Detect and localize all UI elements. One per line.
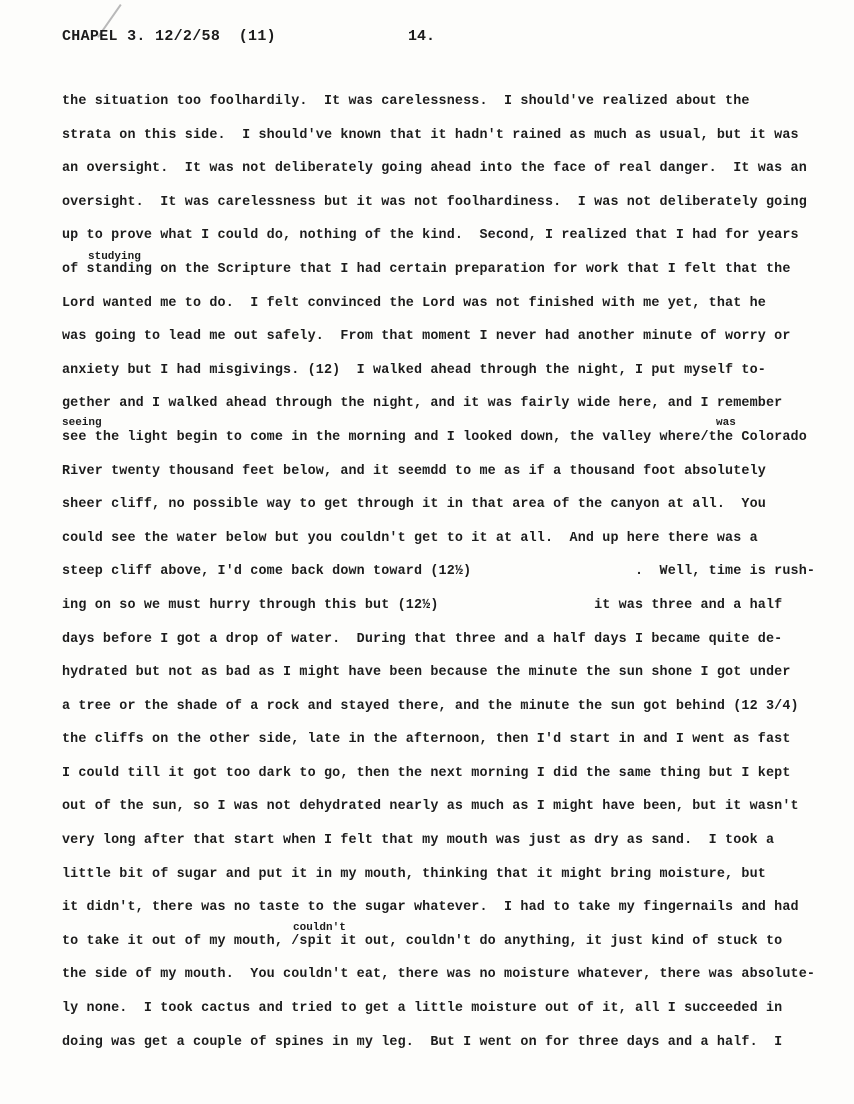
interlinear-insert-couldnt: couldn't [293,922,346,934]
text-line: anxiety but I had misgivings. (12) I walked ahead through the night, I put myself to- [62,362,766,378]
text-line: of standing on the Scripture that I had certain preparation for work that I felt that the [62,261,791,277]
text-line: I could till it got too dark to go, then the next morning I did the same thing but I kept [62,765,791,781]
text-line: the side of my mouth. You couldn't eat, there was no moisture whatever, there was absolute- [62,967,816,983]
text-line: it didn't, there was no taste to the sugar whatever. I had to take my fingernails and had [62,900,799,916]
text-line: up to prove what I could do, nothing of the kind. Second, I realized that I had for years [62,228,799,244]
page-number: 14. [408,28,436,45]
text-line: ly none. I took cactus and tried to get a little moisture out of it, all I succeeded in [62,1001,783,1017]
text-line: an oversight. It was not deliberately going ahead into the face of real danger. It was an [62,161,807,177]
interlinear-insert-was: was [716,417,736,429]
text-line: could see the water below but you couldn't get to it at all. And up here there was a [62,530,758,546]
interlinear-insert-studying: studying [88,251,141,263]
text-line: see the light begin to come in the morning and I looked down, the valley where/the Colorado [62,429,807,445]
text-line: out of the sun, so I was not dehydrated nearly as much as I might have been, but it wasn't [62,799,799,815]
text-line: was going to lead me out safely. From that moment I never had another minute of worry or [62,329,791,345]
text-line: steep cliff above, I'd come back down toward (12½) . Well, time is rush- [62,564,816,580]
text-line: hydrated but not as bad as I might have been because the minute the sun shone I got under [62,665,791,681]
text-line: days before I got a drop of water. During that three and a half days I became quite de- [62,631,783,647]
text-line: very long after that start when I felt that my mouth was just as dry as sand. I took a [62,833,775,849]
text-line: strata on this side. I should've known that it hadn't rained as much as usual, but it was [62,127,799,143]
text-line: Lord wanted me to do. I felt convinced the Lord was not finished with me yet, that he [62,295,766,311]
text-line: doing was get a couple of spines in my leg. But I went on for three days and a half. I [62,1034,783,1050]
page-header: CHAPEL 3. 12/2/58 (11) [62,28,276,45]
text-line: the cliffs on the other side, late in the afternoon, then I'd start in and I went as fast [62,732,791,748]
text-line: ing on so we must hurry through this but (12½) it was three and a half [62,597,783,613]
text-line: River twenty thousand feet below, and it seemdd to me as if a thousand foot absolutely [62,463,766,479]
text-line: little bit of sugar and put it in my mouth, thinking that it might bring moisture, but [62,866,766,882]
text-line: a tree or the shade of a rock and stayed there, and the minute the sun got behind (12 3/4) [62,698,799,714]
text-line: sheer cliff, no possible way to get through it in that area of the canyon at all. You [62,497,766,513]
text-line: oversight. It was carelessness but it was not foolhardiness. I was not deliberately going [62,194,807,210]
text-line: gether and I walked ahead through the night, and it was fairly wide here, and I remember [62,396,783,412]
text-line: the situation too foolhardily. It was carelessness. I should've realized about the [62,94,750,109]
typed-body [62,90,842,1064]
interlinear-insert-seeing: seeing [62,417,102,429]
text-line: to take it out of my mouth, /spit it out, couldn't do anything, it just kind of stuck to [62,933,783,949]
